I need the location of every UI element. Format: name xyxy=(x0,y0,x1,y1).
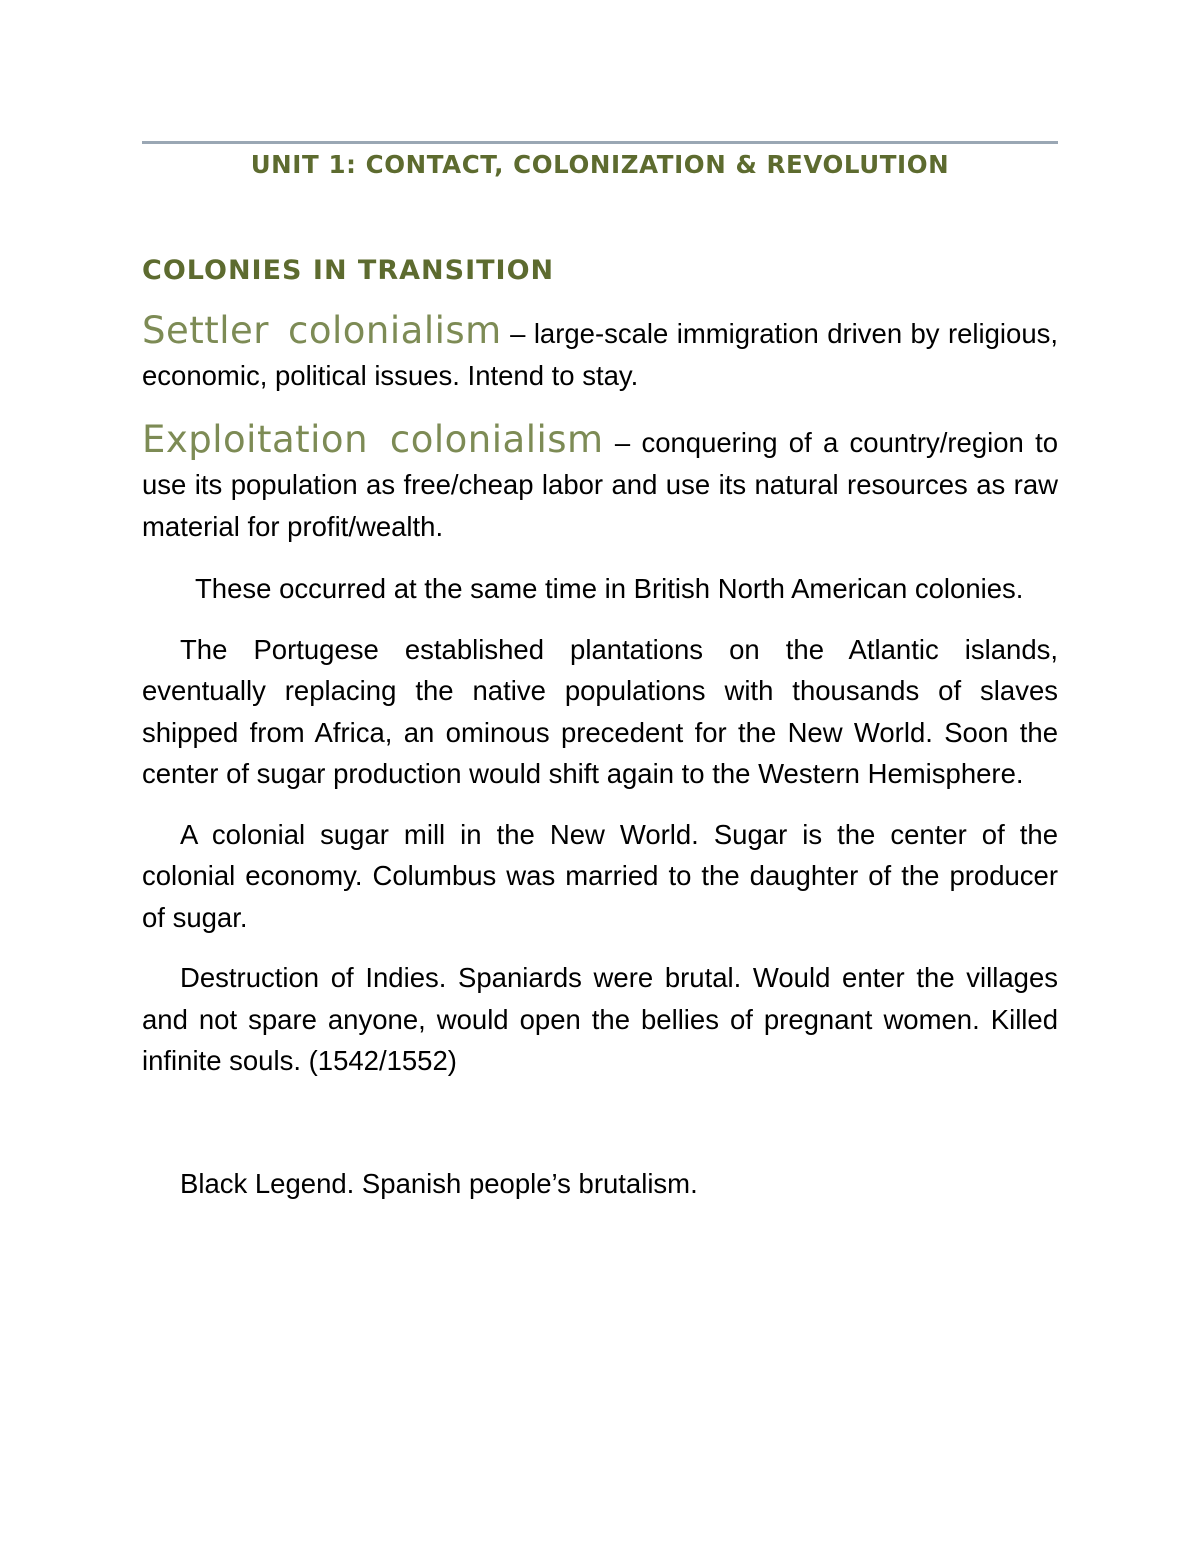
header-rule xyxy=(142,141,1058,144)
paragraph-destruction-of-indies: Destruction of Indies. Spaniards were brutal. Would enter the villages and not spare anyone, would open the bellies of pregnant women. Killed infinite souls. (1542/1552) xyxy=(142,962,1058,1076)
definition-exploitation-colonialism xyxy=(142,419,1058,548)
paragraph-sugar-mill: A colonial sugar mill in the New World. Sugar is the center of the colonial economy. Columbus was married to the daughter of the producer of sugar. xyxy=(142,818,1058,933)
paragraph-black-legend: Black Legend. Spanish people’s brutalism. xyxy=(180,1167,698,1199)
definition-text: large-scale immigration driven by religious, economic, political issues. Intend to stay. xyxy=(142,318,1059,391)
document-page xyxy=(142,141,1058,1204)
definition-dash: – xyxy=(501,318,534,349)
definition-settler-colonialism xyxy=(142,310,1058,397)
definition-term: Exploitation colonialism xyxy=(142,418,604,461)
paragraph-portugese-plantations: The Portugese established plantations on the Atlantic islands, eventually replacing the native populations with thousands of slaves shipped from Africa, an ominous precedent for the New World. Soon the center of sugar production would shift again to the Western Hemisphere. xyxy=(142,633,1058,789)
definition-dash: – xyxy=(603,427,642,458)
section-title: COLONIES IN TRANSITION xyxy=(142,255,555,286)
definition-text: conquering of a country/region to use its population as free/cheap labor and use its natural resources as raw material for profit/wealth. xyxy=(142,427,1059,542)
definition-term: Settler colonialism xyxy=(142,309,502,352)
unit-title: UNIT 1: CONTACT, COLONIZATION & REVOLUTION xyxy=(250,150,950,179)
paragraph-british-colonies: These occurred at the same time in British North American colonies. xyxy=(195,573,1024,604)
